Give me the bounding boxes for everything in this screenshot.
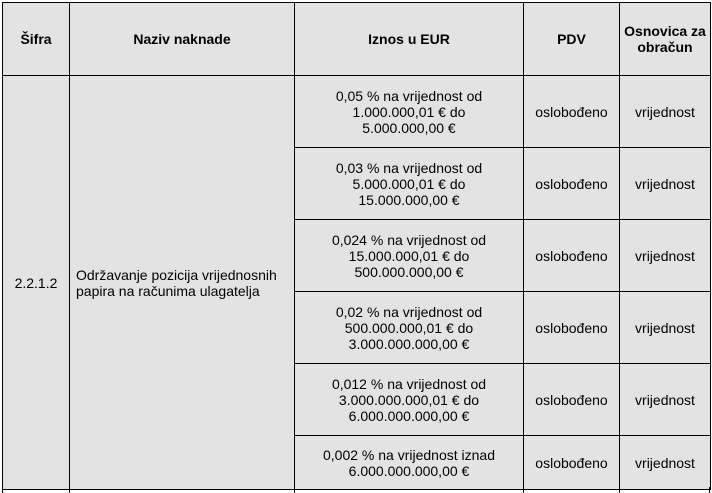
amount-line: 0,02 % na vrijednost od xyxy=(335,303,483,320)
column-divider xyxy=(523,487,524,493)
base-cell: vrijednost xyxy=(620,76,711,148)
column-divider xyxy=(294,487,295,493)
vat-cell: oslobođeno xyxy=(524,436,620,490)
amount-line: 500.000.000,01 € do xyxy=(344,319,474,336)
amount-cell xyxy=(295,220,524,292)
vat-cell: oslobođeno xyxy=(524,364,620,436)
header-vat: PDV xyxy=(524,3,620,76)
vat-cell: oslobođeno xyxy=(524,292,620,364)
header-code: Šifra xyxy=(3,3,70,76)
vat-cell: oslobođeno xyxy=(524,76,620,148)
amount-line: 1.000.000,01 € do xyxy=(352,103,466,120)
base-cell: vrijednost xyxy=(620,292,711,364)
column-divider xyxy=(619,487,620,493)
amount-line: 15.000.000,00 € xyxy=(358,191,460,208)
base-cell: vrijednost xyxy=(620,220,711,292)
base-cell: vrijednost xyxy=(620,148,711,220)
amount-line: 0,03 % na vrijednost od xyxy=(335,159,483,176)
base-cell: vrijednost xyxy=(620,364,711,436)
next-row-edge xyxy=(2,487,710,493)
amount-line: 0,024 % na vrijednost od xyxy=(331,231,487,248)
header-name: Naziv naknade xyxy=(70,3,295,76)
base-cell: vrijednost xyxy=(620,436,711,490)
amount-line: 0,002 % na vrijednost iznad xyxy=(323,446,495,463)
amount-line: 3.000.000.000,01 € do xyxy=(338,391,480,408)
amount-line: 500.000.000,00 € xyxy=(354,263,464,280)
amount-line: 0,05 % na vrijednost od xyxy=(335,87,483,104)
amount-line: 6.000.000.000,00 € xyxy=(348,462,470,479)
amount-cell xyxy=(295,436,524,490)
amount-cell xyxy=(295,292,524,364)
amount-line: 5.000.000,01 € do xyxy=(352,175,466,192)
amount-cell xyxy=(295,364,524,436)
amount-line: 6.000.000.000,00 € xyxy=(348,407,470,424)
fee-code: 2.2.1.2 xyxy=(3,76,70,490)
amount-line: 3.000.000.000,00 € xyxy=(348,335,470,352)
column-divider xyxy=(69,487,70,493)
fee-table xyxy=(2,2,711,490)
header-base: Osnovica za obračun xyxy=(620,3,711,76)
header-row xyxy=(3,3,711,76)
amount-line: 5.000.000,00 € xyxy=(362,119,456,136)
fee-name: Održavanje pozicija vrijednosnih papira na računima ulagatelja xyxy=(70,76,295,490)
table-row xyxy=(3,76,711,148)
vat-cell: oslobođeno xyxy=(524,220,620,292)
vat-cell: oslobođeno xyxy=(524,148,620,220)
amount-line: 15.000.000,01 € do xyxy=(348,247,470,264)
amount-line: 0,012 % na vrijednost od xyxy=(331,375,487,392)
amount-cell xyxy=(295,148,524,220)
amount-cell xyxy=(295,76,524,148)
header-amount: Iznos u EUR xyxy=(295,3,524,76)
